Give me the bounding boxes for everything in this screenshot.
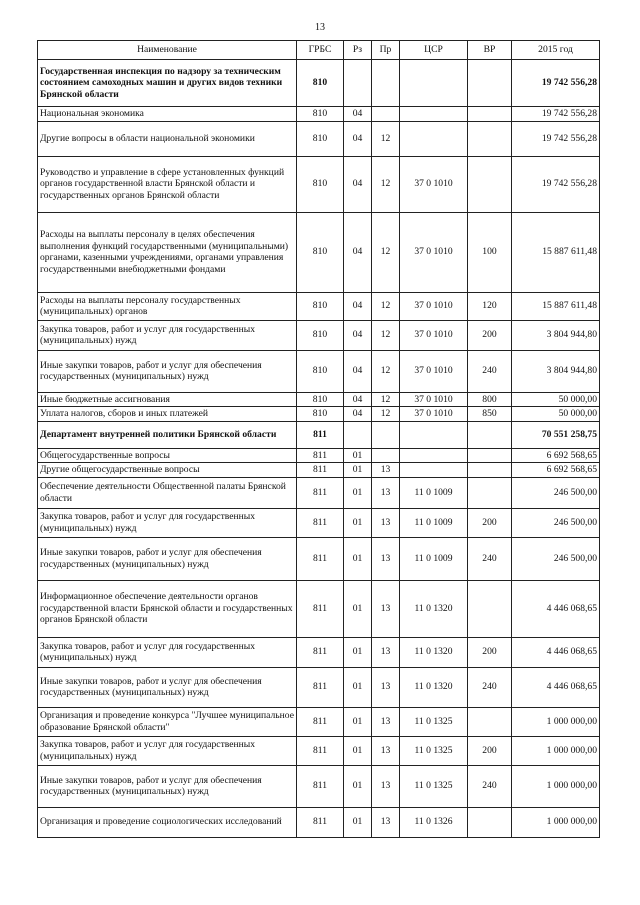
row-pr: 13 [372,765,400,807]
table-row [38,765,600,807]
row-grbs: 811 [297,448,344,463]
row-rz: 01 [344,637,372,667]
table-row [38,156,600,212]
row-vr [468,807,512,837]
row-csr: 11 0 1320 [400,637,468,667]
header-csr: ЦСР [400,41,468,60]
row-vr: 200 [468,637,512,667]
row-name: Иные закупки товаров, работ и услуг для обеспечения государственных (муниципальных) нужд [38,350,297,392]
row-rz: 04 [344,320,372,350]
row-vr [468,421,512,448]
row-grbs: 811 [297,508,344,537]
table-row [38,537,600,580]
row-grbs: 811 [297,765,344,807]
table-row [38,580,600,637]
budget-table [37,40,600,838]
row-name: Иные бюджетные ассигнования [38,392,297,407]
row-csr: 11 0 1320 [400,580,468,637]
row-name: Департамент внутренней политики Брянской области [38,421,297,448]
row-sum: 19 742 556,28 [512,121,600,156]
row-pr: 13 [372,508,400,537]
row-vr [468,707,512,736]
row-pr: 13 [372,707,400,736]
row-name: Другие вопросы в области национальной экономики [38,121,297,156]
row-grbs: 811 [297,421,344,448]
row-pr [372,60,400,107]
row-grbs: 811 [297,463,344,478]
row-csr: 11 0 1320 [400,667,468,707]
row-csr [400,107,468,122]
row-sum: 19 742 556,28 [512,107,600,122]
row-csr: 11 0 1009 [400,537,468,580]
row-sum: 4 446 068,65 [512,667,600,707]
row-grbs: 810 [297,107,344,122]
row-sum: 6 692 568,65 [512,463,600,478]
row-pr: 12 [372,292,400,320]
row-rz: 01 [344,508,372,537]
row-vr [468,463,512,478]
row-rz: 01 [344,765,372,807]
row-rz: 01 [344,537,372,580]
row-csr: 37 0 1010 [400,392,468,407]
row-vr: 850 [468,407,512,422]
row-pr: 13 [372,637,400,667]
row-pr [372,421,400,448]
row-grbs: 811 [297,477,344,508]
header-vr: ВР [468,41,512,60]
row-name: Руководство и управление в сфере установленных функций органов государственной власти Брянской области и государственных органов Брянской области [38,156,297,212]
row-pr [372,448,400,463]
row-rz: 04 [344,407,372,422]
table-row [38,60,600,107]
row-rz: 04 [344,121,372,156]
row-pr: 12 [372,350,400,392]
row-grbs: 810 [297,121,344,156]
row-rz: 04 [344,292,372,320]
row-name: Другие общегосударственные вопросы [38,463,297,478]
row-rz: 01 [344,736,372,765]
row-rz: 04 [344,392,372,407]
row-sum: 6 692 568,65 [512,448,600,463]
row-vr [468,580,512,637]
row-sum: 19 742 556,28 [512,156,600,212]
row-sum: 3 804 944,80 [512,320,600,350]
row-name: Закупка товаров, работ и услуг для государственных (муниципальных) нужд [38,637,297,667]
row-grbs: 810 [297,156,344,212]
row-pr: 13 [372,477,400,508]
row-pr [372,107,400,122]
row-vr [468,107,512,122]
row-csr [400,60,468,107]
row-grbs: 810 [297,407,344,422]
row-sum: 4 446 068,65 [512,580,600,637]
row-vr: 200 [468,320,512,350]
row-sum: 4 446 068,65 [512,637,600,667]
row-name: Расходы на выплаты персоналу государственных (муниципальных) органов [38,292,297,320]
row-vr [468,121,512,156]
row-rz: 01 [344,807,372,837]
row-sum: 3 804 944,80 [512,350,600,392]
row-sum: 70 551 258,75 [512,421,600,448]
row-rz: 01 [344,580,372,637]
table-row [38,707,600,736]
row-csr: 11 0 1325 [400,736,468,765]
row-grbs: 811 [297,580,344,637]
row-sum: 246 500,00 [512,537,600,580]
row-rz: 04 [344,212,372,292]
row-vr: 240 [468,765,512,807]
row-name: Информационное обеспечение деятельности органов государственной власти Брянской области и государственных органов Брянской области [38,580,297,637]
table-header-row [38,41,600,60]
table-row [38,637,600,667]
row-name: Национальная экономика [38,107,297,122]
row-csr: 37 0 1010 [400,407,468,422]
row-pr: 12 [372,392,400,407]
table-row [38,212,600,292]
table-row [38,107,600,122]
row-rz: 01 [344,667,372,707]
header-pr: Пр [372,41,400,60]
row-sum: 15 887 611,48 [512,292,600,320]
row-sum: 246 500,00 [512,477,600,508]
row-pr: 13 [372,537,400,580]
row-rz [344,60,372,107]
row-csr: 37 0 1010 [400,156,468,212]
row-vr: 240 [468,667,512,707]
row-grbs: 810 [297,292,344,320]
row-rz: 01 [344,707,372,736]
row-grbs: 811 [297,537,344,580]
row-rz: 01 [344,463,372,478]
row-vr [468,448,512,463]
row-csr [400,448,468,463]
row-pr: 13 [372,667,400,707]
row-grbs: 810 [297,320,344,350]
row-pr: 12 [372,156,400,212]
row-name: Уплата налогов, сборов и иных платежей [38,407,297,422]
row-pr: 13 [372,807,400,837]
row-csr [400,421,468,448]
table-row [38,667,600,707]
row-pr: 13 [372,580,400,637]
table-row [38,463,600,478]
header-name: Наименование [38,41,297,60]
row-grbs: 810 [297,392,344,407]
row-name: Иные закупки товаров, работ и услуг для обеспечения государственных (муниципальных) нужд [38,537,297,580]
row-csr [400,121,468,156]
row-sum: 15 887 611,48 [512,212,600,292]
header-grbs: ГРБС [297,41,344,60]
row-pr: 12 [372,212,400,292]
row-name: Закупка товаров, работ и услуг для государственных (муниципальных) нужд [38,736,297,765]
row-vr: 200 [468,736,512,765]
table-row [38,350,600,392]
row-name: Организация и проведение социологических исследований [38,807,297,837]
row-vr: 200 [468,508,512,537]
row-sum: 1 000 000,00 [512,707,600,736]
table-row [38,448,600,463]
row-pr: 12 [372,121,400,156]
table-row [38,807,600,837]
row-csr: 11 0 1326 [400,807,468,837]
row-csr: 11 0 1325 [400,765,468,807]
row-grbs: 810 [297,60,344,107]
row-rz: 01 [344,448,372,463]
row-vr [468,477,512,508]
table-row [38,736,600,765]
table-row [38,320,600,350]
row-csr: 11 0 1325 [400,707,468,736]
row-pr: 13 [372,736,400,765]
header-year: 2015 год [512,41,600,60]
row-sum: 50 000,00 [512,392,600,407]
table-row [38,292,600,320]
row-sum: 1 000 000,00 [512,736,600,765]
row-csr: 37 0 1010 [400,292,468,320]
row-csr: 11 0 1009 [400,477,468,508]
row-sum: 50 000,00 [512,407,600,422]
row-sum: 246 500,00 [512,508,600,537]
row-name: Иные закупки товаров, работ и услуг для обеспечения государственных (муниципальных) нужд [38,765,297,807]
row-pr: 12 [372,407,400,422]
row-grbs: 810 [297,212,344,292]
row-rz: 01 [344,477,372,508]
row-sum: 19 742 556,28 [512,60,600,107]
table-row [38,508,600,537]
table-row [38,392,600,407]
row-csr: 37 0 1010 [400,350,468,392]
row-grbs: 811 [297,807,344,837]
table-row [38,421,600,448]
row-rz: 04 [344,156,372,212]
header-rz: Рз [344,41,372,60]
row-grbs: 811 [297,707,344,736]
row-name: Обеспечение деятельности Общественной палаты Брянской области [38,477,297,508]
row-vr: 100 [468,212,512,292]
row-csr: 11 0 1009 [400,508,468,537]
row-grbs: 811 [297,637,344,667]
row-csr: 37 0 1010 [400,320,468,350]
row-name: Иные закупки товаров, работ и услуг для обеспечения государственных (муниципальных) нужд [38,667,297,707]
table-row [38,407,600,422]
row-grbs: 811 [297,667,344,707]
row-csr [400,463,468,478]
row-vr: 240 [468,537,512,580]
row-name: Закупка товаров, работ и услуг для государственных (муниципальных) нужд [38,508,297,537]
row-grbs: 810 [297,350,344,392]
row-name: Общегосударственные вопросы [38,448,297,463]
row-vr: 120 [468,292,512,320]
page-number: 13 [315,22,325,33]
row-name: Расходы на выплаты персоналу в целях обеспечения выполнения функций государственными (муниципальными) органами, казенными учреждениями, органами управления государственными внебюджетными фондами [38,212,297,292]
row-grbs: 811 [297,736,344,765]
row-csr: 37 0 1010 [400,212,468,292]
row-vr [468,156,512,212]
row-pr: 13 [372,463,400,478]
table-row [38,477,600,508]
row-name: Организация и проведение конкурса "Лучшее муниципальное образование Брянской области" [38,707,297,736]
row-sum: 1 000 000,00 [512,765,600,807]
row-rz [344,421,372,448]
row-rz: 04 [344,350,372,392]
row-name: Государственная инспекция по надзору за техническим состоянием самоходных машин и других видов техники Брянской области [38,60,297,107]
row-pr: 12 [372,320,400,350]
row-rz: 04 [344,107,372,122]
row-vr: 800 [468,392,512,407]
table-row [38,121,600,156]
row-sum: 1 000 000,00 [512,807,600,837]
row-name: Закупка товаров, работ и услуг для государственных (муниципальных) нужд [38,320,297,350]
row-vr: 240 [468,350,512,392]
row-vr [468,60,512,107]
